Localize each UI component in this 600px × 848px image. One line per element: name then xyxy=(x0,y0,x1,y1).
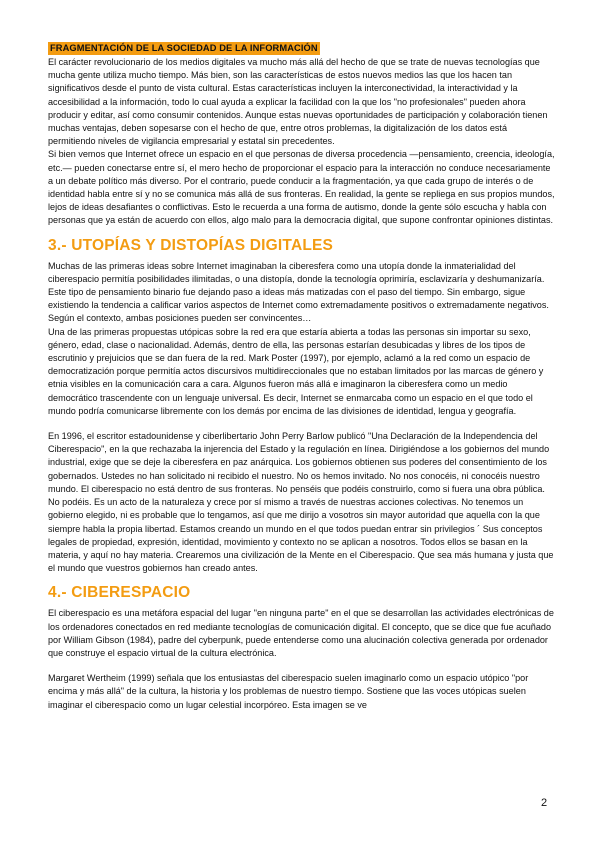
section-title-highlight xyxy=(48,38,555,56)
page-number: 2 xyxy=(541,797,548,809)
paragraph-3: Muchas de las primeras ideas sobre Internet imaginaban la ciberesfera como una utopía donde la inmaterialidad del ciberespacio permitía posibilidades ilimitadas, o una distopía, donde la tecnología oprimiría, esclavizaría y deshumanizaría. Este tipo de pensamiento binario fue dejando paso a ideas más matizadas con el paso del tiempo. Sin embargo, sigue existiendo la tendencia a calificar varios aspectos de Internet como extremadamente positivos o extremadamente negativos. Según el contexto, ambas posiciones pueden ser convincentes… xyxy=(48,260,549,324)
paragraph-7: Margaret Wertheim (1999) señala que los entusiastas del ciberespacio suelen imaginarlo como un espacio utópico "por encima y más allá" de la cultura, la historia y los problemas de nuestro tiempo. Sostiene que las voces utópicas suelen imaginar el ciberespacio como un lugar celestial incorpóreo. Esta imagen se ve xyxy=(48,673,529,710)
heading-ciberespacio: 4.- CIBERESPACIO xyxy=(48,584,191,602)
paragraph-4: Una de las primeras propuestas utópicas sobre la red era que estaría abierta a todas las personas sin importar su sexo, género, edad, clase o nacionalidad. Además, dentro de ella, las personas estarían desubicadas y libres de los tipos de escrutinio y prejuicios que se dan fuera de la red. Mark Poster (1997), por ejemplo, aclamó a la red como un espacio de democratización porque permitía actos discursivos multidireccionales que no estaban limitados por las marcas de género y etnia visibles en la comunicación cara a cara. Algunos fueron más allá e imaginaron la ciberesfera como un medio democrático trascendente con un lenguaje universal. Es decir, Internet se enmarcaba como un espacio en el que todo el mundo podría comunicarse libremente con los demás por encima de las divisiones de identidad, lengua y geografía. xyxy=(48,326,544,416)
spacer xyxy=(48,418,555,430)
heading-utopias: 3.- UTOPÍAS Y DISTOPÍAS DIGITALES xyxy=(48,236,334,254)
paragraph-5: En 1996, el escritor estadounidense y ciberlibertario John Perry Barlow publicó "Una Declaración de la Independencia del Ciberespacio", en la que rechazaba la injerencia del Estado y la regulación en línea. Dirigiéndose a los gobiernos del mundo industrial, exige que se deje la ciberesfera en paz anárquica. Los gobiernos obtienen sus poderes del consentimiento de los gobernados. Ustedes no han solicitado ni recibido el nuestro. No os hemos invitado. No nos conocéis, ni conocéis nuestro mundo. El ciberespacio no está dentro de sus fronteras. No penséis que podéis construirlo, como si fuera una obra pública. No podéis. Es un acto de la naturaleza y crece por sí mismo a través de nuestras acciones colectivas. No tenemos un gobierno elegido, ni es probable que lo tengamos, así que me dirijo a vosotros sin mayor autoridad que aquella con la que siempre habla la propia libertad. Estamos creando un mundo en el que todos puedan entrar sin privilegios ´ Sus conceptos legales de propiedad, expresión, identidad, movimiento y contexto no se aplican a nosotros. Todos ellos se basan en la materia, y aquí no hay materia. Crearemos una civilización de la Mente en el Ciberespacio. Que sea más humana y justa que el mundo que vuestros gobiernos han creado antes. xyxy=(48,431,554,574)
paragraph-2: Si bien vemos que Internet ofrece un espacio en el que personas de diversa procedencia —pensamiento, creencia, ideología, etc.— pueden conectarse entre sí, el mero hecho de proporcionar el espacio para la interacción no conduce necesariamente a un debate político más diverso. Por el contrario, puede conducir a la fragmentación, ya que cada grupo de interés o de identidad habla entre sí y no se comunica más allá de sus fronteras. En realidad, la gente se repliega en sus propios mundos, lejos de ideas desafiantes o conflictivas. Esto le recuerda a una forma de autismo, donde la gente sólo escucha y habla con personas que ya están de acuerdo con ellos, algo malo para la democracia digital, que supone confrontar opiniones distintas. xyxy=(48,149,555,226)
paragraph-6: El ciberespacio es una metáfora espacial del lugar "en ninguna parte" en el que se desarrollan las actividades electrónicas de los ordenadores conectados en red mediante tecnologías de comunicación digital. El concepto, que se dice que fue acuñado por William Gibson (1984), padre del cyberpunk, puede entenderse como una alucinación colectiva generada por ordenador que construye el espacio virtual de la cultura electrónica. xyxy=(48,608,554,658)
spacer xyxy=(48,660,555,672)
document-body xyxy=(48,38,555,712)
section-title: FRAGMENTACIÓN DE LA SOCIEDAD DE LA INFORMACIÓN xyxy=(50,43,318,53)
paragraph-1: El carácter revolucionario de los medios digitales va mucho más allá del hecho de que se trate de nuevas tecnologías que mucha gente utiliza mucho tiempo. Más bien, son las características de estos nuevos medios las que los hacen tan significativos desde el punto de vista cultural. Estas características incluyen la interconectividad, la interactividad y la accesibilidad a la información, todo lo cual ayuda a explicar la facilidad con la que los "no profesionales" pueden ahora producir y editar, así como consumir contenidos. Aunque estas nuevas oportunidades de participación y colaboración tienen muchas ventajas, deben sopesarse con el hecho de que, entre otros problemas, la digitalización de los datos está permitiendo niveles de vigilancia empresarial y estatal sin precedentes. xyxy=(48,57,548,147)
